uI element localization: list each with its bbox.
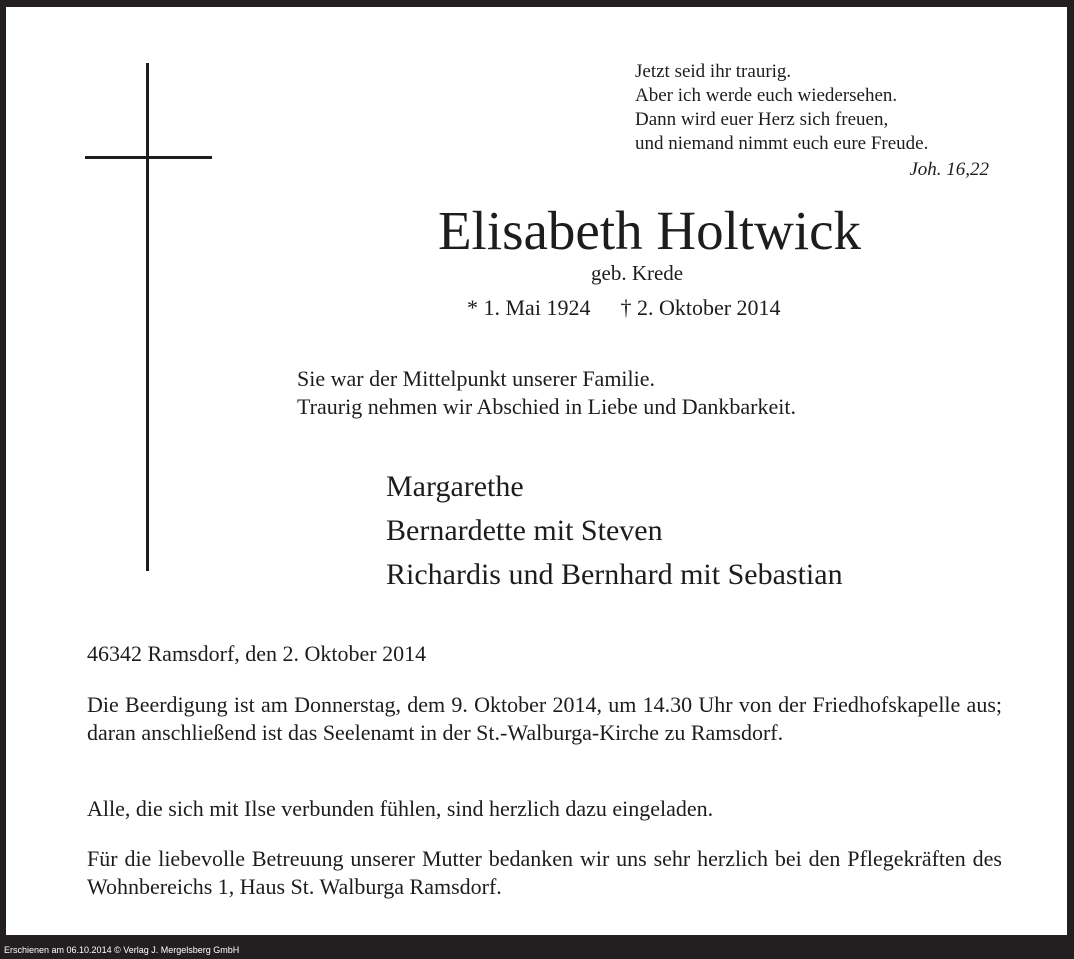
place-and-date: 46342 Ramsdorf, den 2. Oktober 2014 [87,641,427,666]
birth-date: * 1. Mai 1924 [467,295,591,320]
cross-vertical-bar [146,63,149,571]
mourners-list [386,465,843,597]
death-date: † 2. Oktober 2014 [620,295,781,320]
tribute-text [297,365,796,421]
maiden-name: geb. Krede [591,261,684,285]
verse-line: Aber ich werde euch wiedersehen. [635,85,898,106]
funeral-details: Die Beerdigung ist am Donnerstag, dem 9. Oktober 2014, um 14.30 Uhr von der Friedhofskapelle aus; daran anschließend ist das Seelenamt in der St.-Walburga-Kirche zu Ramsdorf. [87,692,1002,745]
life-dates [467,295,781,321]
verse-line: Jetzt seid ihr traurig. [635,61,792,82]
tribute-line: Sie war der Mittelpunkt unserer Familie. [297,366,656,391]
cross-horizontal-bar [85,156,212,159]
mourner-name: Richardis und Bernhard mit Sebastian [386,558,843,591]
bible-verse [635,60,928,156]
obituary-card [6,7,1067,935]
invitation-text: Alle, die sich mit Ilse verbunden fühlen, sind herzlich dazu eingeladen. [87,796,714,821]
deceased-name-row [6,196,1074,266]
mourner-name: Bernardette mit Steven [386,514,663,547]
mourner-name: Margarethe [386,470,524,503]
verse-line: und niemand nimmt euch eure Freude. [635,133,929,154]
thanks-text: Für die liebevolle Betreuung unserer Mutter bedanken wir uns sehr herzlich bei den Pflegekräften des Wohnbereichs 1, Haus St. Walburga Ramsdorf. [87,846,1002,899]
verse-reference: Joh. 16,22 [909,159,989,180]
tribute-line: Traurig nehmen wir Abschied in Liebe und Dankbarkeit. [297,394,796,419]
deceased-name: Elisabeth Holtwick [437,200,862,261]
verse-line: Dann wird euer Herz sich freuen, [635,109,889,130]
publication-footer: Erschienen am 06.10.2014 © Verlag J. Mergelsberg GmbH [4,945,240,955]
